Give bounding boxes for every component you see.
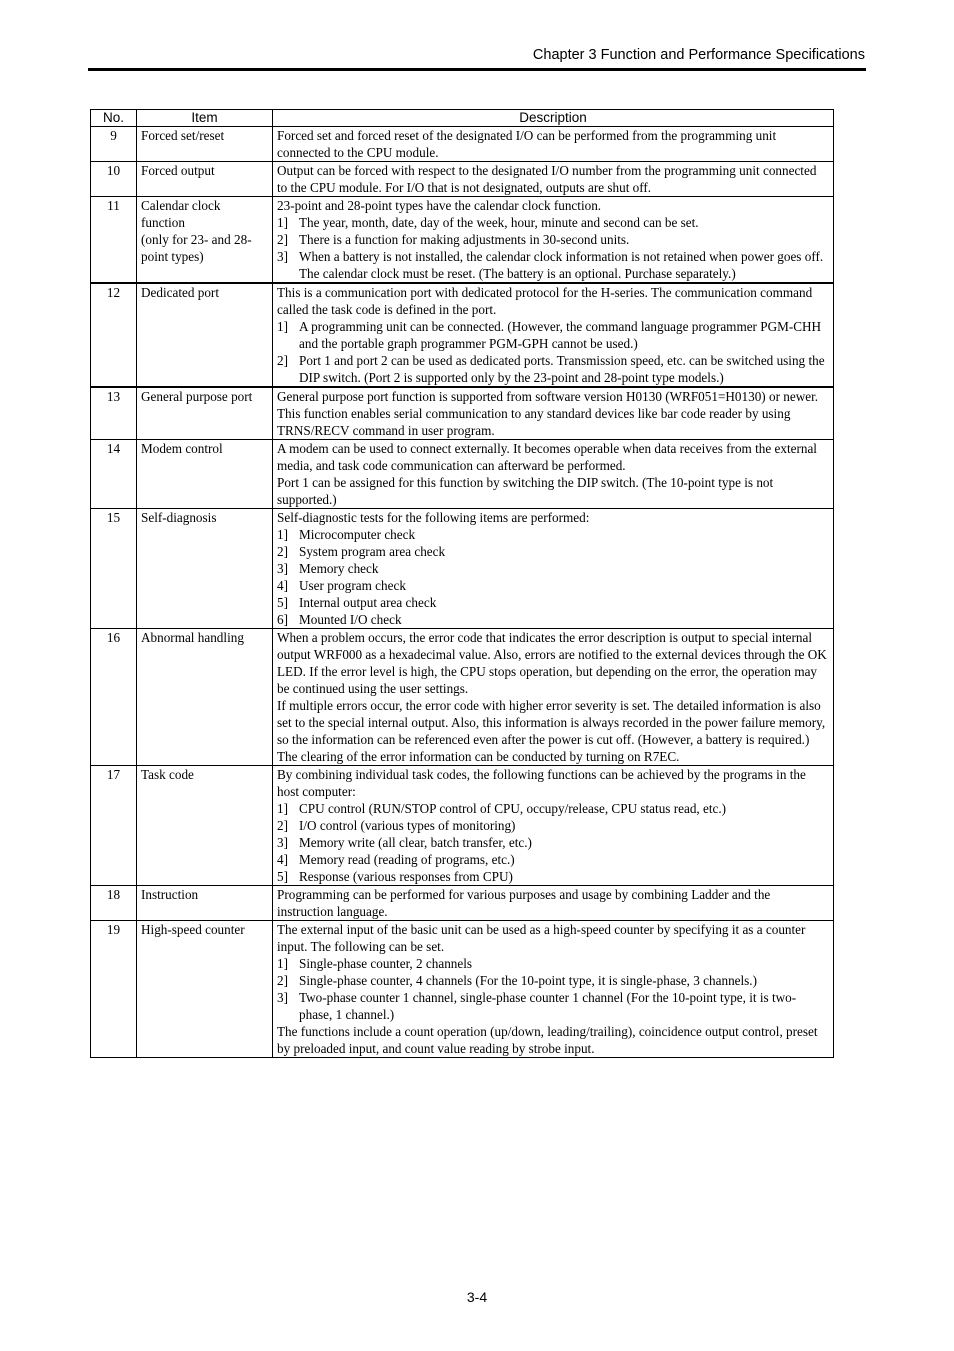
item-marker: 2] <box>277 353 288 368</box>
row-item <box>137 387 273 440</box>
item-line: General purpose port <box>141 389 253 404</box>
chapter-header: Chapter 3 Function and Performance Specifications <box>532 47 865 63</box>
item-line: Instruction <box>141 887 199 902</box>
numbered-item <box>277 834 829 851</box>
table-row <box>91 921 834 1058</box>
description-text: Port 1 can be assigned for this function by switching the DIP switch. (The 10-point type is not supported.) <box>277 475 774 507</box>
numbered-item <box>277 800 829 817</box>
item-line: High-speed counter <box>141 922 245 937</box>
numbered-item <box>277 955 829 972</box>
table-row <box>91 283 834 387</box>
item-marker: 3] <box>277 990 288 1005</box>
item-marker: 5] <box>277 869 288 884</box>
item-text: A programming unit can be connected. (However, the command language programmer PGM-CHH and the portable graph programmer PGM-GPH cannot be used.) <box>299 319 822 351</box>
item-text: Single-phase counter, 2 channels <box>299 956 473 971</box>
table-row <box>91 629 834 766</box>
row-description <box>273 283 834 387</box>
numbered-item <box>277 851 829 868</box>
item-marker: 5] <box>277 595 288 610</box>
row-item <box>137 127 273 162</box>
header-description: Description <box>273 110 834 127</box>
row-item <box>137 162 273 197</box>
item-text: Memory check <box>299 561 379 576</box>
numbered-item <box>277 231 829 248</box>
table-row <box>91 387 834 440</box>
page-number: 3-4 <box>466 1289 488 1305</box>
item-line: point types) <box>141 249 204 264</box>
item-text: Microcomputer check <box>299 527 416 542</box>
description-text: Self-diagnostic tests for the following items are performed: <box>277 510 590 525</box>
table-body <box>91 127 834 1058</box>
row-item <box>137 886 273 921</box>
description-text: General purpose port function is supported from software version H0130 (WRF051=H0130) or newer. This function enables serial communication to any standard devices like bar code reader by using TRNS/RECV command in user program. <box>277 389 819 438</box>
item-marker: 1] <box>277 527 288 542</box>
item-marker: 3] <box>277 835 288 850</box>
item-line: Task code <box>141 767 194 782</box>
item-text: The year, month, date, day of the week, hour, minute and second can be set. <box>299 215 699 230</box>
item-text: CPU control (RUN/STOP control of CPU, occupy/release, CPU status read, etc.) <box>299 801 727 816</box>
table-row <box>91 162 834 197</box>
function-spec-table <box>90 109 834 1058</box>
numbered-item <box>277 214 829 231</box>
row-item <box>137 629 273 766</box>
table-row <box>91 766 834 886</box>
table-row <box>91 127 834 162</box>
item-marker: 3] <box>277 249 288 264</box>
item-text: Internal output area check <box>299 595 437 610</box>
item-text: Mounted I/O check <box>299 612 402 627</box>
row-number: 17 <box>91 766 137 886</box>
row-number: 15 <box>91 509 137 629</box>
item-text: When a battery is not installed, the calendar clock information is not retained when power goes off. The calendar clock must be reset. (The battery is an optional. Purchase separately.) <box>299 249 824 281</box>
item-marker: 3] <box>277 561 288 576</box>
item-line: function <box>141 215 185 230</box>
description-text: By combining individual task codes, the following functions can be achieved by the programs in the host computer: <box>277 767 806 799</box>
numbered-item <box>277 560 829 577</box>
numbered-item <box>277 611 829 628</box>
description-text: A modem can be used to connect externally. It becomes operable when data receives from the external media, and task code communication can afterward be performed. <box>277 441 817 473</box>
row-item <box>137 766 273 886</box>
row-description <box>273 921 834 1058</box>
row-number: 9 <box>91 127 137 162</box>
description-text: The functions include a count operation (up/down, leading/trailing), coincidence output control, preset by preloaded input, and count value reading by strobe input. <box>277 1024 818 1056</box>
description-text: 23-point and 28-point types have the calendar clock function. <box>277 198 602 213</box>
row-item <box>137 509 273 629</box>
item-text: User program check <box>299 578 406 593</box>
row-number: 19 <box>91 921 137 1058</box>
header-rule <box>88 68 866 71</box>
table-header-row <box>91 110 834 127</box>
numbered-item <box>277 817 829 834</box>
row-item <box>137 440 273 509</box>
item-text: System program area check <box>299 544 446 559</box>
table-row <box>91 440 834 509</box>
item-marker: 1] <box>277 956 288 971</box>
item-line: Calendar clock <box>141 198 221 213</box>
numbered-item <box>277 594 829 611</box>
item-line: Modem control <box>141 441 223 456</box>
item-marker: 1] <box>277 319 288 334</box>
numbered-item <box>277 972 829 989</box>
numbered-item <box>277 526 829 543</box>
row-item <box>137 197 273 284</box>
item-marker: 2] <box>277 544 288 559</box>
numbered-item <box>277 352 829 386</box>
numbered-item <box>277 248 829 282</box>
row-number: 16 <box>91 629 137 766</box>
item-line: Forced output <box>141 163 215 178</box>
item-text: Single-phase counter, 4 channels (For the 10-point type, it is single-phase, 3 channels.) <box>299 973 757 988</box>
item-marker: 1] <box>277 801 288 816</box>
item-marker: 4] <box>277 852 288 867</box>
description-text: The external input of the basic unit can be used as a high-speed counter by specifying it as a counter input. The following can be set. <box>277 922 806 954</box>
description-text: This is a communication port with dedicated protocol for the H-series. The communication command called the task code is defined in the port. <box>277 285 813 317</box>
item-text: I/O control (various types of monitoring) <box>299 818 516 833</box>
numbered-item <box>277 868 829 885</box>
description-text: If multiple errors occur, the error code with higher error severity is set. The detailed information is also set to the special internal output. Also, this information is always recorded in the power failure memory, so the information can be referenced even after the power is cut off. (However, a battery is required.) The clearing of the error information can be conducted by turning on R7EC. <box>277 698 826 764</box>
row-description <box>273 509 834 629</box>
item-marker: 6] <box>277 612 288 627</box>
row-number: 12 <box>91 283 137 387</box>
header-no: No. <box>91 110 137 127</box>
row-description <box>273 766 834 886</box>
item-text: Two-phase counter 1 channel, single-phase counter 1 channel (For the 10-point type, it is two-phase, 1 channel.) <box>299 990 797 1022</box>
row-number: 11 <box>91 197 137 284</box>
table-row <box>91 886 834 921</box>
row-description <box>273 440 834 509</box>
row-description <box>273 197 834 284</box>
item-marker: 4] <box>277 578 288 593</box>
description-text: Output can be forced with respect to the designated I/O number from the programming unit connected to the CPU module. For I/O that is not designated, outputs are shut off. <box>277 163 817 195</box>
row-number: 14 <box>91 440 137 509</box>
row-number: 13 <box>91 387 137 440</box>
item-text: Memory read (reading of programs, etc.) <box>299 852 515 867</box>
row-description <box>273 127 834 162</box>
item-marker: 2] <box>277 232 288 247</box>
item-line: Abnormal handling <box>141 630 244 645</box>
row-number: 18 <box>91 886 137 921</box>
item-text: There is a function for making adjustments in 30-second units. <box>299 232 630 247</box>
table-row <box>91 197 834 284</box>
item-text: Response (various responses from CPU) <box>299 869 513 884</box>
row-item <box>137 921 273 1058</box>
item-line: Dedicated port <box>141 285 219 300</box>
numbered-item <box>277 543 829 560</box>
item-line: Forced set/reset <box>141 128 225 143</box>
item-marker: 1] <box>277 215 288 230</box>
header-item: Item <box>137 110 273 127</box>
item-marker: 2] <box>277 973 288 988</box>
item-marker: 2] <box>277 818 288 833</box>
row-description <box>273 629 834 766</box>
description-text: When a problem occurs, the error code that indicates the error description is output to special internal output WRF000 as a hexadecimal value. Also, errors are notified to the external devices through the OK LED. If the error level is high, the CPU stops operation, but depending on the error, the operation may be continued using the user settings. <box>277 630 827 696</box>
numbered-item <box>277 989 829 1023</box>
item-line: (only for 23- and 28- <box>141 232 252 247</box>
row-description <box>273 886 834 921</box>
numbered-item <box>277 318 829 352</box>
item-text: Memory write (all clear, batch transfer, etc.) <box>299 835 532 850</box>
row-description <box>273 162 834 197</box>
item-text: Port 1 and port 2 can be used as dedicated ports. Transmission speed, etc. can be switched using the DIP switch. (Port 2 is supported only by the 23-point and 28-point type models.) <box>299 353 825 385</box>
row-item <box>137 283 273 387</box>
numbered-item <box>277 577 829 594</box>
description-text: Programming can be performed for various purposes and usage by combining Ladder and the instruction language. <box>277 887 771 919</box>
item-line: Self-diagnosis <box>141 510 217 525</box>
description-text: Forced set and forced reset of the designated I/O can be performed from the programming unit connected to the CPU module. <box>277 128 777 160</box>
row-number: 10 <box>91 162 137 197</box>
row-description <box>273 387 834 440</box>
table-row <box>91 509 834 629</box>
